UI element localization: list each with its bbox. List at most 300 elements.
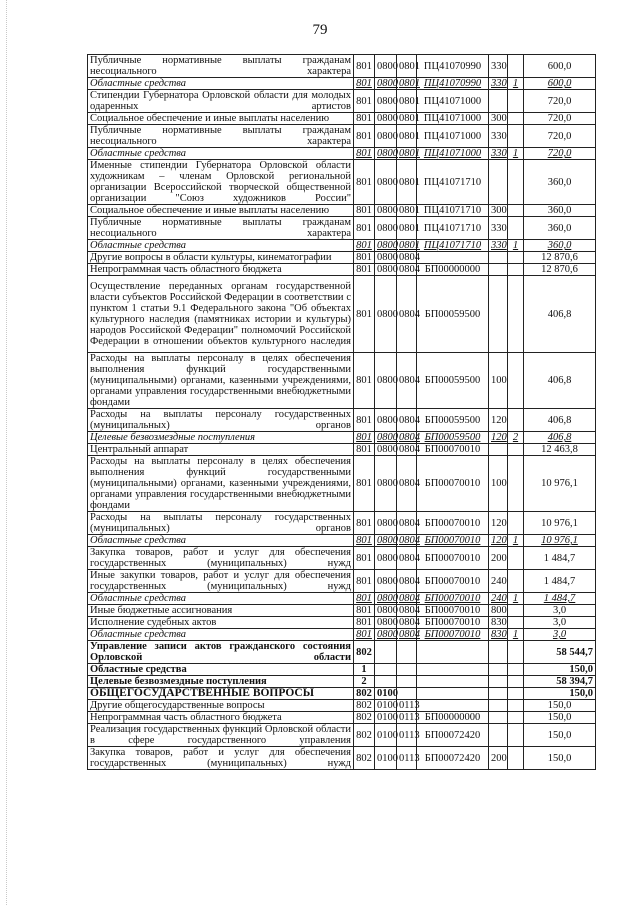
funding-source-cell bbox=[508, 252, 524, 264]
target-article-cell: ПЦ41071710 bbox=[417, 205, 489, 217]
subsection-code-cell: 0804 bbox=[397, 432, 417, 444]
funding-source-cell bbox=[508, 90, 524, 113]
amount-cell: 58 544,7 bbox=[524, 641, 596, 664]
amount-cell: 12 463,8 bbox=[524, 444, 596, 456]
funding-source-cell bbox=[508, 712, 524, 724]
funding-source-cell bbox=[508, 276, 524, 353]
target-article-cell: БП00059500 bbox=[417, 409, 489, 432]
table-row bbox=[88, 55, 596, 78]
ved-code-cell: 801 bbox=[354, 55, 375, 78]
section-code-cell: 0100 bbox=[375, 712, 397, 724]
row-name-cell: Стипендии Губернатора Орловской области для молодых одаренных артистов bbox=[88, 90, 354, 113]
row-name-cell: Осуществление переданных органам государственной власти субъектов Российской Федерации в соответствии с пунктом 1 статьи 9.1 Федерального закона "Об объектах культурного наследия (памятниках истории и культуры) народов Российской Федерации" полномочий Российской Федерации в отношении объектов культурного наследия bbox=[88, 276, 354, 353]
subsection-code-cell: 0801 bbox=[397, 78, 417, 90]
amount-cell: 150,0 bbox=[524, 724, 596, 747]
section-code-cell: 0800 bbox=[375, 90, 397, 113]
target-article-cell bbox=[417, 700, 489, 712]
amount-cell: 406,8 bbox=[524, 276, 596, 353]
funding-source-cell bbox=[508, 617, 524, 629]
expense-type-cell bbox=[489, 700, 508, 712]
table-row bbox=[88, 217, 596, 240]
target-article-cell: ПЦ41071000 bbox=[417, 148, 489, 160]
expense-type-cell bbox=[489, 641, 508, 664]
target-article-cell: БП00059500 bbox=[417, 432, 489, 444]
expense-type-cell: 200 bbox=[489, 547, 508, 570]
table-row bbox=[88, 547, 596, 570]
target-article-cell: БП00070010 bbox=[417, 444, 489, 456]
amount-cell: 10 976,1 bbox=[524, 512, 596, 535]
amount-cell: 720,0 bbox=[524, 148, 596, 160]
ved-code-cell: 801 bbox=[354, 90, 375, 113]
subsection-code-cell: 0804 bbox=[397, 353, 417, 409]
amount-cell: 1 484,7 bbox=[524, 593, 596, 605]
section-code-cell: 0800 bbox=[375, 205, 397, 217]
funding-source-cell: 1 bbox=[508, 148, 524, 160]
section-code-cell: 0100 bbox=[375, 700, 397, 712]
target-article-cell bbox=[417, 676, 489, 688]
ved-code-cell: 801 bbox=[354, 125, 375, 148]
section-code-cell: 0800 bbox=[375, 113, 397, 125]
subsection-code-cell: 0801 bbox=[397, 148, 417, 160]
funding-source-cell bbox=[508, 547, 524, 570]
expense-type-cell bbox=[489, 712, 508, 724]
table-row bbox=[88, 664, 596, 676]
target-article-cell: БП00070010 bbox=[417, 570, 489, 593]
target-article-cell: ПЦ41070990 bbox=[417, 78, 489, 90]
subsection-code-cell: 0801 bbox=[397, 55, 417, 78]
target-article-cell: ПЦ41070990 bbox=[417, 55, 489, 78]
expense-type-cell bbox=[489, 444, 508, 456]
expense-type-cell bbox=[489, 264, 508, 276]
expense-type-cell bbox=[489, 90, 508, 113]
ved-code-cell: 801 bbox=[354, 205, 375, 217]
section-code-cell: 0800 bbox=[375, 276, 397, 353]
table-row bbox=[88, 629, 596, 641]
subsection-code-cell: 0113 bbox=[397, 747, 417, 770]
target-article-cell bbox=[417, 664, 489, 676]
row-name-cell: ОБЩЕГОСУДАРСТВЕННЫЕ ВОПРОСЫ bbox=[88, 688, 354, 700]
amount-cell: 10 976,1 bbox=[524, 535, 596, 547]
subsection-code-cell: 0804 bbox=[397, 593, 417, 605]
target-article-cell: БП00070010 bbox=[417, 617, 489, 629]
row-name-cell: Непрограммная часть областного бюджета bbox=[88, 712, 354, 724]
ved-code-cell: 2 bbox=[354, 676, 375, 688]
subsection-code-cell: 0113 bbox=[397, 712, 417, 724]
row-name-cell: Областные средства bbox=[88, 593, 354, 605]
section-code-cell: 0800 bbox=[375, 55, 397, 78]
page-number: 79 bbox=[312, 22, 328, 38]
funding-source-cell bbox=[508, 688, 524, 700]
target-article-cell bbox=[417, 641, 489, 664]
section-code-cell: 0800 bbox=[375, 160, 397, 205]
expense-type-cell: 800 bbox=[489, 605, 508, 617]
section-code-cell: 0800 bbox=[375, 217, 397, 240]
row-name-cell: Иные бюджетные ассигнования bbox=[88, 605, 354, 617]
funding-source-cell bbox=[508, 664, 524, 676]
expense-type-cell: 120 bbox=[489, 409, 508, 432]
section-code-cell: 0800 bbox=[375, 252, 397, 264]
row-name-cell: Областные средства bbox=[88, 148, 354, 160]
amount-cell: 150,0 bbox=[524, 747, 596, 770]
funding-source-cell: 1 bbox=[508, 535, 524, 547]
ved-code-cell: 801 bbox=[354, 512, 375, 535]
target-article-cell: ПЦ41071000 bbox=[417, 90, 489, 113]
amount-cell: 406,8 bbox=[524, 409, 596, 432]
expense-type-cell: 100 bbox=[489, 456, 508, 512]
section-code-cell: 0800 bbox=[375, 444, 397, 456]
table-row bbox=[88, 617, 596, 629]
amount-cell: 1 484,7 bbox=[524, 570, 596, 593]
expense-type-cell bbox=[489, 724, 508, 747]
section-code-cell: 0800 bbox=[375, 148, 397, 160]
amount-cell: 12 870,6 bbox=[524, 264, 596, 276]
subsection-code-cell: 0804 bbox=[397, 444, 417, 456]
ved-code-cell: 801 bbox=[354, 160, 375, 205]
subsection-code-cell: 0804 bbox=[397, 629, 417, 641]
amount-cell: 150,0 bbox=[524, 712, 596, 724]
target-article-cell: БП00070010 bbox=[417, 605, 489, 617]
table-row bbox=[88, 432, 596, 444]
table-row bbox=[88, 90, 596, 113]
ved-code-cell: 801 bbox=[354, 570, 375, 593]
target-article-cell: БП00070010 bbox=[417, 512, 489, 535]
row-name-cell: Исполнение судебных актов bbox=[88, 617, 354, 629]
expense-type-cell: 830 bbox=[489, 629, 508, 641]
ved-code-cell: 801 bbox=[354, 148, 375, 160]
section-code-cell: 0100 bbox=[375, 747, 397, 770]
subsection-code-cell: 0801 bbox=[397, 160, 417, 205]
ved-code-cell: 802 bbox=[354, 641, 375, 664]
budget-table bbox=[87, 54, 596, 770]
funding-source-cell bbox=[508, 205, 524, 217]
amount-cell: 406,8 bbox=[524, 353, 596, 409]
target-article-cell bbox=[417, 252, 489, 264]
row-name-cell: Иные закупки товаров, работ и услуг для обеспечения государственных (муниципальных) нужд bbox=[88, 570, 354, 593]
expense-type-cell: 200 bbox=[489, 747, 508, 770]
funding-source-cell: 1 bbox=[508, 240, 524, 252]
expense-type-cell: 330 bbox=[489, 148, 508, 160]
amount-cell: 3,0 bbox=[524, 629, 596, 641]
table-row bbox=[88, 570, 596, 593]
target-article-cell: БП00070010 bbox=[417, 593, 489, 605]
amount-cell: 720,0 bbox=[524, 90, 596, 113]
subsection-code-cell bbox=[397, 676, 417, 688]
section-code-cell bbox=[375, 664, 397, 676]
amount-cell: 10 976,1 bbox=[524, 456, 596, 512]
section-code-cell: 0800 bbox=[375, 432, 397, 444]
amount-cell: 1 484,7 bbox=[524, 547, 596, 570]
section-code-cell bbox=[375, 676, 397, 688]
section-code-cell: 0800 bbox=[375, 240, 397, 252]
section-code-cell: 0800 bbox=[375, 547, 397, 570]
table-row bbox=[88, 535, 596, 547]
row-name-cell: Центральный аппарат bbox=[88, 444, 354, 456]
funding-source-cell bbox=[508, 444, 524, 456]
table-row bbox=[88, 409, 596, 432]
table-row bbox=[88, 205, 596, 217]
section-code-cell: 0800 bbox=[375, 125, 397, 148]
funding-source-cell bbox=[508, 217, 524, 240]
subsection-code-cell: 0801 bbox=[397, 113, 417, 125]
section-code-cell: 0800 bbox=[375, 605, 397, 617]
target-article-cell: БП00059500 bbox=[417, 353, 489, 409]
ved-code-cell: 801 bbox=[354, 593, 375, 605]
budget-table-body bbox=[88, 55, 596, 770]
amount-cell: 58 394,7 bbox=[524, 676, 596, 688]
section-code-cell: 0800 bbox=[375, 570, 397, 593]
target-article-cell: БП00000000 bbox=[417, 712, 489, 724]
expense-type-cell: 330 bbox=[489, 125, 508, 148]
ved-code-cell: 802 bbox=[354, 724, 375, 747]
row-name-cell: Областные средства bbox=[88, 240, 354, 252]
amount-cell: 720,0 bbox=[524, 113, 596, 125]
section-code-cell: 0800 bbox=[375, 353, 397, 409]
ved-code-cell: 801 bbox=[354, 113, 375, 125]
subsection-code-cell: 0804 bbox=[397, 409, 417, 432]
ved-code-cell: 801 bbox=[354, 252, 375, 264]
funding-source-cell bbox=[508, 353, 524, 409]
subsection-code-cell: 0804 bbox=[397, 535, 417, 547]
row-name-cell: Расходы на выплаты персоналу государственных (муниципальных) органов bbox=[88, 512, 354, 535]
row-name-cell: Областные средства bbox=[88, 664, 354, 676]
subsection-code-cell: 0804 bbox=[397, 570, 417, 593]
table-row bbox=[88, 160, 596, 205]
table-row bbox=[88, 276, 596, 353]
ved-code-cell: 802 bbox=[354, 712, 375, 724]
section-code-cell: 0800 bbox=[375, 617, 397, 629]
subsection-code-cell: 0804 bbox=[397, 456, 417, 512]
subsection-code-cell: 0804 bbox=[397, 264, 417, 276]
target-article-cell: БП00072420 bbox=[417, 724, 489, 747]
section-code-cell: 0100 bbox=[375, 688, 397, 700]
funding-source-cell bbox=[508, 160, 524, 205]
row-name-cell: Целевые безвозмездные поступления bbox=[88, 676, 354, 688]
funding-source-cell bbox=[508, 605, 524, 617]
expense-type-cell: 330 bbox=[489, 240, 508, 252]
amount-cell: 600,0 bbox=[524, 78, 596, 90]
subsection-code-cell: 0801 bbox=[397, 125, 417, 148]
row-name-cell: Целевые безвозмездные поступления bbox=[88, 432, 354, 444]
amount-cell: 150,0 bbox=[524, 664, 596, 676]
row-name-cell: Расходы на выплаты персоналу государственных (муниципальных) органов bbox=[88, 409, 354, 432]
table-row bbox=[88, 747, 596, 770]
table-row bbox=[88, 456, 596, 512]
ved-code-cell: 801 bbox=[354, 535, 375, 547]
section-code-cell: 0800 bbox=[375, 535, 397, 547]
target-article-cell: БП00070010 bbox=[417, 535, 489, 547]
table-row bbox=[88, 444, 596, 456]
funding-source-cell bbox=[508, 512, 524, 535]
funding-source-cell bbox=[508, 724, 524, 747]
amount-cell: 360,0 bbox=[524, 160, 596, 205]
ved-code-cell: 801 bbox=[354, 264, 375, 276]
amount-cell: 360,0 bbox=[524, 217, 596, 240]
expense-type-cell: 100 bbox=[489, 353, 508, 409]
subsection-code-cell: 0804 bbox=[397, 252, 417, 264]
target-article-cell: ПЦ41071710 bbox=[417, 160, 489, 205]
row-name-cell: Расходы на выплаты персоналу в целях обеспечения выполнения функций государственными (муниципальными) органами, казенными учреждениями, органами управления государственными внебюджетными фондами bbox=[88, 353, 354, 409]
row-name-cell: Закупка товаров, работ и услуг для обеспечения государственных (муниципальных) нужд bbox=[88, 547, 354, 570]
target-article-cell: БП00072420 bbox=[417, 747, 489, 770]
amount-cell: 12 870,6 bbox=[524, 252, 596, 264]
expense-type-cell bbox=[489, 664, 508, 676]
row-name-cell: Именные стипендии Губернатора Орловской области художникам – членам Орловской региональной организации Всероссийской творческой общественной организации "Союз художников России" bbox=[88, 160, 354, 205]
amount-cell: 360,0 bbox=[524, 240, 596, 252]
expense-type-cell bbox=[489, 160, 508, 205]
table-row bbox=[88, 712, 596, 724]
subsection-code-cell: 0804 bbox=[397, 605, 417, 617]
table-row bbox=[88, 700, 596, 712]
funding-source-cell: 1 bbox=[508, 629, 524, 641]
ved-code-cell: 801 bbox=[354, 629, 375, 641]
table-row bbox=[88, 252, 596, 264]
subsection-code-cell: 0804 bbox=[397, 547, 417, 570]
row-name-cell: Расходы на выплаты персоналу в целях обеспечения выполнения функций государственными (муниципальными) органами, казенными учреждениями, органами управления государственными внебюджетными фондами bbox=[88, 456, 354, 512]
expense-type-cell: 330 bbox=[489, 55, 508, 78]
target-article-cell bbox=[417, 688, 489, 700]
section-code-cell: 0800 bbox=[375, 629, 397, 641]
row-name-cell: Другие общегосударственные вопросы bbox=[88, 700, 354, 712]
row-name-cell: Непрограммная часть областного бюджета bbox=[88, 264, 354, 276]
subsection-code-cell: 0113 bbox=[397, 724, 417, 747]
expense-type-cell bbox=[489, 252, 508, 264]
table-row bbox=[88, 125, 596, 148]
section-code-cell: 0800 bbox=[375, 456, 397, 512]
amount-cell: 600,0 bbox=[524, 55, 596, 78]
ved-code-cell: 802 bbox=[354, 688, 375, 700]
amount-cell: 150,0 bbox=[524, 688, 596, 700]
expense-type-cell: 240 bbox=[489, 593, 508, 605]
table-row bbox=[88, 676, 596, 688]
table-row bbox=[88, 688, 596, 700]
amount-cell: 720,0 bbox=[524, 125, 596, 148]
section-code-cell: 0800 bbox=[375, 512, 397, 535]
expense-type-cell bbox=[489, 688, 508, 700]
subsection-code-cell bbox=[397, 641, 417, 664]
target-article-cell: БП00070010 bbox=[417, 547, 489, 570]
ved-code-cell: 801 bbox=[354, 432, 375, 444]
expense-type-cell: 120 bbox=[489, 512, 508, 535]
ved-code-cell: 801 bbox=[354, 456, 375, 512]
subsection-code-cell: 0804 bbox=[397, 276, 417, 353]
subsection-code-cell: 0804 bbox=[397, 512, 417, 535]
section-code-cell: 0800 bbox=[375, 264, 397, 276]
row-name-cell: Управление записи актов гражданского состояния Орловской области bbox=[88, 641, 354, 664]
ved-code-cell: 802 bbox=[354, 700, 375, 712]
ved-code-cell: 1 bbox=[354, 664, 375, 676]
target-article-cell: ПЦ41071000 bbox=[417, 125, 489, 148]
ved-code-cell: 801 bbox=[354, 605, 375, 617]
ved-code-cell: 801 bbox=[354, 353, 375, 409]
row-name-cell: Реализация государственных функций Орловской области в сфере государственного управления bbox=[88, 724, 354, 747]
subsection-code-cell: 0801 bbox=[397, 90, 417, 113]
ved-code-cell: 801 bbox=[354, 217, 375, 240]
amount-cell: 360,0 bbox=[524, 205, 596, 217]
row-name-cell: Областные средства bbox=[88, 629, 354, 641]
table-row bbox=[88, 353, 596, 409]
ved-code-cell: 802 bbox=[354, 747, 375, 770]
funding-source-cell bbox=[508, 641, 524, 664]
ved-code-cell: 801 bbox=[354, 78, 375, 90]
ved-code-cell: 801 bbox=[354, 409, 375, 432]
target-article-cell: БП00059500 bbox=[417, 276, 489, 353]
expense-type-cell: 240 bbox=[489, 570, 508, 593]
expense-type-cell bbox=[489, 676, 508, 688]
section-code-cell: 0800 bbox=[375, 78, 397, 90]
row-name-cell: Закупка товаров, работ и услуг для обеспечения государственных (муниципальных) нужд bbox=[88, 747, 354, 770]
target-article-cell: ПЦ41071710 bbox=[417, 217, 489, 240]
section-code-cell: 0800 bbox=[375, 409, 397, 432]
subsection-code-cell: 0801 bbox=[397, 240, 417, 252]
table-row bbox=[88, 240, 596, 252]
funding-source-cell: 1 bbox=[508, 593, 524, 605]
table-row bbox=[88, 148, 596, 160]
subsection-code-cell: 0804 bbox=[397, 617, 417, 629]
row-name-cell: Социальное обеспечение и иные выплаты населению bbox=[88, 113, 354, 125]
funding-source-cell bbox=[508, 700, 524, 712]
row-name-cell: Социальное обеспечение и иные выплаты населению bbox=[88, 205, 354, 217]
expense-type-cell: 330 bbox=[489, 78, 508, 90]
funding-source-cell: 1 bbox=[508, 78, 524, 90]
expense-type-cell: 300 bbox=[489, 205, 508, 217]
table-row bbox=[88, 641, 596, 664]
section-code-cell: 0100 bbox=[375, 724, 397, 747]
ved-code-cell: 801 bbox=[354, 240, 375, 252]
table-row bbox=[88, 593, 596, 605]
table-row bbox=[88, 264, 596, 276]
subsection-code-cell: 0801 bbox=[397, 205, 417, 217]
subsection-code-cell bbox=[397, 688, 417, 700]
expense-type-cell bbox=[489, 276, 508, 353]
amount-cell: 3,0 bbox=[524, 605, 596, 617]
row-name-cell: Публичные нормативные выплаты гражданам несоциального характера bbox=[88, 125, 354, 148]
funding-source-cell bbox=[508, 125, 524, 148]
funding-source-cell bbox=[508, 409, 524, 432]
table-row bbox=[88, 724, 596, 747]
ved-code-cell: 801 bbox=[354, 444, 375, 456]
table-row bbox=[88, 78, 596, 90]
amount-cell: 3,0 bbox=[524, 617, 596, 629]
table-row bbox=[88, 512, 596, 535]
target-article-cell: БП00070010 bbox=[417, 629, 489, 641]
subsection-code-cell bbox=[397, 664, 417, 676]
row-name-cell: Областные средства bbox=[88, 535, 354, 547]
expense-type-cell: 330 bbox=[489, 217, 508, 240]
funding-source-cell bbox=[508, 113, 524, 125]
expense-type-cell: 120 bbox=[489, 432, 508, 444]
target-article-cell: ПЦ41071000 bbox=[417, 113, 489, 125]
ved-code-cell: 801 bbox=[354, 547, 375, 570]
row-name-cell: Областные средства bbox=[88, 78, 354, 90]
funding-source-cell: 2 bbox=[508, 432, 524, 444]
expense-type-cell: 830 bbox=[489, 617, 508, 629]
funding-source-cell bbox=[508, 264, 524, 276]
scan-binding-edge bbox=[6, 0, 8, 905]
expense-type-cell: 120 bbox=[489, 535, 508, 547]
funding-source-cell bbox=[508, 747, 524, 770]
section-code-cell: 0800 bbox=[375, 593, 397, 605]
amount-cell: 406,8 bbox=[524, 432, 596, 444]
row-name-cell: Публичные нормативные выплаты гражданам несоциального характера bbox=[88, 217, 354, 240]
ved-code-cell: 801 bbox=[354, 276, 375, 353]
ved-code-cell: 801 bbox=[354, 617, 375, 629]
table-row bbox=[88, 605, 596, 617]
funding-source-cell bbox=[508, 55, 524, 78]
funding-source-cell bbox=[508, 570, 524, 593]
section-code-cell bbox=[375, 641, 397, 664]
target-article-cell: БП00070010 bbox=[417, 456, 489, 512]
row-name-cell: Другие вопросы в области культуры, кинематографии bbox=[88, 252, 354, 264]
